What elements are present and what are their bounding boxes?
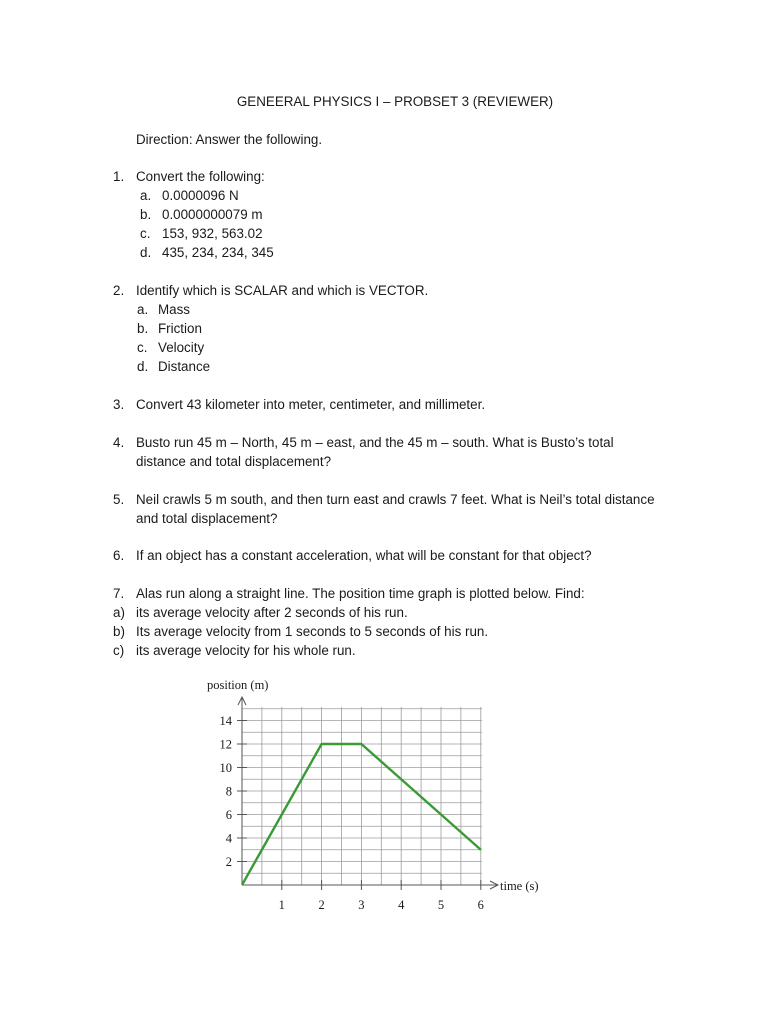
y-tick-label: 14 bbox=[219, 714, 232, 728]
q5-text-line2: and total displacement? bbox=[136, 511, 278, 526]
y-tick-label: 2 bbox=[225, 855, 232, 869]
q2-item-text: Friction bbox=[158, 321, 202, 336]
q2-number: 2. bbox=[113, 283, 125, 298]
chart-grid bbox=[242, 707, 482, 885]
q2-item-label: b. bbox=[137, 321, 149, 336]
q1-item-label: c. bbox=[140, 226, 151, 241]
q2-text: Identify which is SCALAR and which is VECTOR. bbox=[136, 283, 429, 298]
page-title: GENEERAL PHYSICS I – PROBSET 3 (REVIEWER) bbox=[236, 94, 554, 109]
q7-text: Alas run along a straight line. The position time graph is plotted below. Find: bbox=[136, 586, 585, 601]
q7-item-text: Its average velocity from 1 seconds to 5 seconds of his run. bbox=[136, 624, 489, 639]
q2-item-text: Distance bbox=[158, 359, 211, 374]
q2-item-label: d. bbox=[137, 359, 149, 374]
q1-item-text: 153, 932, 563.02 bbox=[162, 226, 263, 241]
y-tick-label: 12 bbox=[219, 737, 232, 752]
y-tick-label: 8 bbox=[225, 784, 232, 799]
chart-axes bbox=[238, 697, 498, 889]
q2-item-label: a. bbox=[137, 302, 149, 317]
q1-item-label: b. bbox=[140, 207, 152, 222]
q1-item-text: 0.0000000079 m bbox=[162, 207, 263, 222]
q4-text-line2: distance and total displacement? bbox=[136, 454, 332, 469]
q7-item-text: its average velocity after 2 seconds of his run. bbox=[136, 605, 408, 620]
q7-item-label: b) bbox=[113, 624, 125, 639]
x-tick-label: 6 bbox=[477, 898, 484, 912]
q7-item-text: its average velocity for his whole run. bbox=[136, 643, 356, 658]
q2-item-text: Mass bbox=[158, 302, 190, 317]
q6-number: 6. bbox=[113, 548, 125, 563]
q7-item-label: a) bbox=[113, 605, 125, 620]
q2-item-text: Velocity bbox=[158, 340, 205, 355]
x-tick-label: 5 bbox=[437, 898, 445, 912]
q2-item-label: c. bbox=[137, 340, 148, 355]
q7-item-label: c) bbox=[113, 643, 125, 658]
x-tick-label: 1 bbox=[278, 898, 285, 912]
q1-text: Convert the following: bbox=[136, 169, 265, 184]
y-axis-label: position (m) bbox=[207, 678, 269, 692]
q5-number: 5. bbox=[113, 492, 125, 507]
q1-item-label: d. bbox=[140, 245, 152, 260]
q6-text: If an object has a constant acceleration, what will be constant for that object? bbox=[136, 548, 592, 563]
q4-number: 4. bbox=[113, 435, 125, 450]
q5-text-line1: Neil crawls 5 m south, and then turn east and crawls 7 feet. What is Neil’s total distance bbox=[136, 492, 655, 507]
q1-item-label: a. bbox=[140, 188, 152, 203]
q1-item-text: 0.0000096 N bbox=[162, 188, 239, 203]
q4-text-line1: Busto run 45 m – North, 45 m – east, and the 45 m – south. What is Busto’s total bbox=[136, 435, 614, 450]
q7-number: 7. bbox=[113, 586, 125, 601]
q3-text: Convert 43 kilometer into meter, centimeter, and millimeter. bbox=[136, 397, 486, 412]
x-tick-label: 2 bbox=[318, 898, 325, 912]
x-tick-label: 3 bbox=[358, 898, 365, 912]
x-tick-label: 4 bbox=[398, 898, 405, 912]
position-time-chart bbox=[195, 672, 555, 917]
q1-number: 1. bbox=[113, 169, 125, 184]
y-tick-label: 4 bbox=[225, 831, 232, 846]
q3-number: 3. bbox=[113, 397, 125, 412]
x-axis-label: time (s) bbox=[500, 879, 539, 893]
direction-text: Direction: Answer the following. bbox=[136, 132, 323, 147]
q1-item-text: 435, 234, 234, 345 bbox=[162, 245, 274, 260]
y-tick-label: 6 bbox=[225, 808, 232, 822]
y-tick-label: 10 bbox=[219, 761, 232, 775]
